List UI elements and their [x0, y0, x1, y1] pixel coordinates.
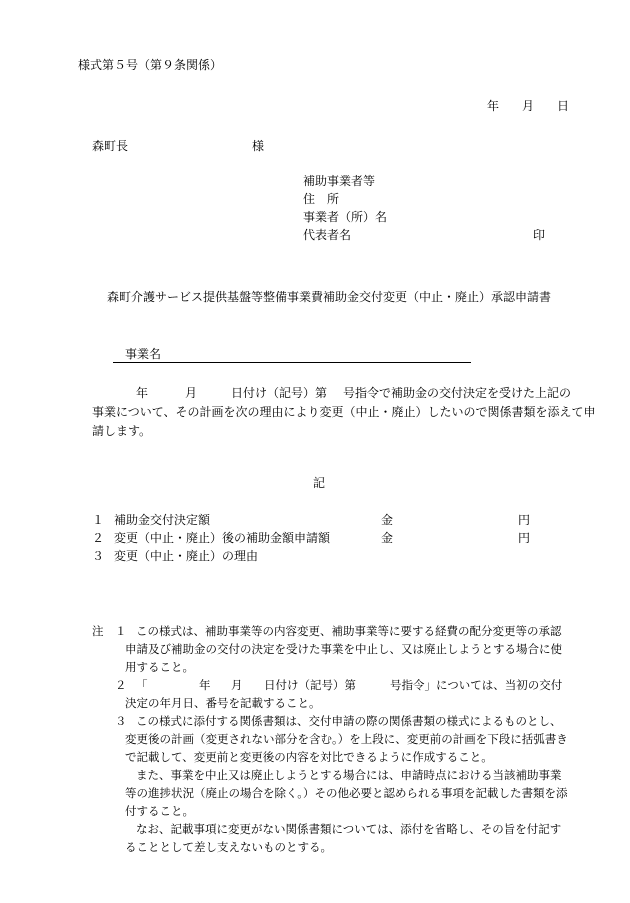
note-3-line-4: また、事業を中止又は廃止しようとする場合には、申請時点における当該補助事業 [136, 768, 562, 782]
item-2-yen: 円 [518, 531, 531, 545]
note-3-line-7: なお、記載事項に変更がない関係書類については、添付を省略し、その旨を付記す [136, 822, 562, 836]
seal-mark: 印 [533, 228, 546, 242]
body-line1-rest: 号指令で補助金の交付決定を受けた上記の [343, 386, 572, 400]
addressee-honorific: 様 [252, 139, 265, 153]
body-line2: 事業について、その計画を次の理由により変更（中止・廃止）したいので関係書類を添えて申 [92, 405, 596, 419]
note-3-line-5: 等の進捗状況（廃止の場合を除く。）その他必要と認められる事項を記載した書類を添 [125, 786, 568, 800]
note-1-number: １ [115, 624, 127, 638]
applicant-business-name-label: 事業者（所）名 [303, 210, 388, 224]
note-3-line-2: 変更後の計画（変更されない部分を含む。）を上段に、変更前の計画を下段に括弧書き [125, 732, 568, 746]
item-1-kin: 金 [381, 513, 394, 527]
item-2-label: 変更（中止・廃止）後の補助金額申請額 [114, 531, 331, 545]
note-3-line-3: で記載して、変更前と変更後の内容を対比できるように作成すること。 [125, 750, 493, 764]
note-2-month: 月 [231, 678, 243, 692]
note-3-line-1: この様式に添付する関係書類は、交付申請の際の関係書類の様式によるものとし、 [136, 714, 562, 728]
date-month-label: 月 [522, 99, 535, 113]
item-2-kin: 金 [381, 531, 394, 545]
item-3-label: 変更（中止・廃止）の理由 [114, 549, 259, 563]
item-3-number: ３ [92, 549, 105, 563]
project-name-underline [113, 362, 471, 363]
item-1-yen: 円 [518, 513, 531, 527]
body-line3: 請します。 [92, 424, 152, 438]
ki-heading: 記 [313, 476, 326, 490]
item-1-label: 補助金交付決定額 [114, 513, 211, 527]
item-1-number: １ [92, 513, 105, 527]
date-year-label: 年 [487, 99, 500, 113]
note-3-line-6: 付すること。 [125, 804, 194, 818]
applicant-representative-label: 代表者名 [303, 228, 352, 242]
item-2-number: ２ [92, 531, 105, 545]
body-year: 年 [136, 386, 149, 400]
body-month: 月 [185, 386, 198, 400]
body-date-ref: 日付け（記号）第 [231, 386, 328, 400]
document-title: 森町介護サービス提供基盤等整備事業費補助金交付変更（中止・廃止）承認申請書 [107, 290, 552, 304]
note-1-line-3: 用すること。 [125, 660, 194, 674]
note-2-rest: 号指令」については、当初の交付 [390, 678, 563, 692]
note-2-line-2: 決定の年月日、番号を記載すること。 [125, 696, 321, 710]
note-1-line-2: 申請及び補助金の交付の決定を受けた事業を中止し、又は廃止しようとする場合に使 [125, 642, 562, 656]
note-3-line-8: ることとして差し支えないものとする。 [125, 840, 332, 854]
project-name-label: 事業名 [125, 347, 162, 361]
applicant-address-label: 住 所 [303, 192, 340, 206]
note-3-number: ３ [115, 714, 127, 728]
applicant-org-label: 補助事業者等 [303, 174, 376, 188]
note-2-year: 年 [199, 678, 211, 692]
addressee-name: 森町長 [92, 139, 129, 153]
form-number: 様式第５号（第９条関係） [78, 58, 223, 72]
note-2-date-ref: 日付け（記号）第 [264, 678, 356, 692]
notes-prefix: 注 [92, 624, 104, 638]
date-day-label: 日 [557, 99, 570, 113]
note-2-number: ２ [115, 678, 127, 692]
note-2-open-quote: 「 [136, 678, 148, 692]
note-1-line-1: この様式は、補助事業等の内容変更、補助事業等に要する経費の配分変更等の承認 [136, 624, 562, 638]
